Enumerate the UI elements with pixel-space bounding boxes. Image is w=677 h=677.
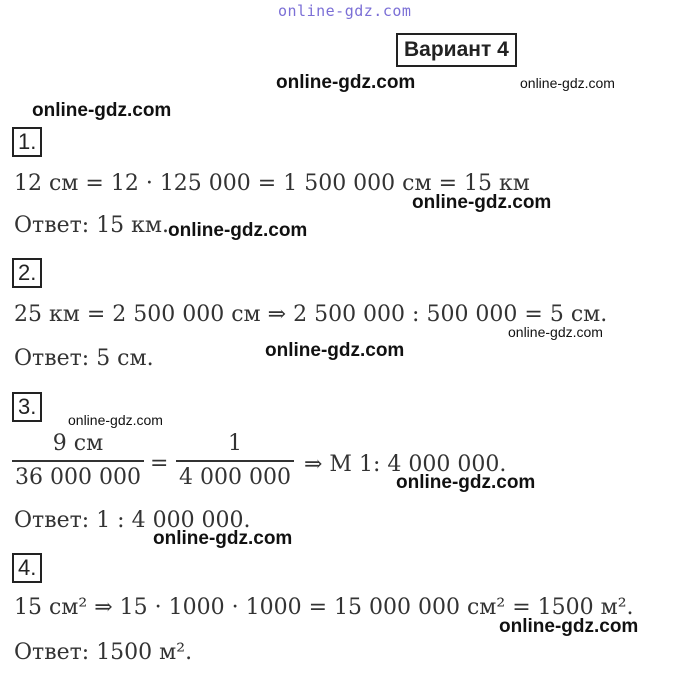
task-3-conclusion: ⇒ M 1: 4 000 000. xyxy=(304,452,507,477)
fraction-right xyxy=(176,430,294,492)
fraction-right-numerator: 1 xyxy=(228,431,242,456)
task-3-answer: Ответ: 1 : 4 000 000. xyxy=(14,508,251,533)
watermark: online-gdz.com xyxy=(499,616,639,637)
watermark: online-gdz.com xyxy=(508,324,603,340)
site-watermark-top: online-gdz.com xyxy=(278,2,412,20)
task-number-2: 2. xyxy=(12,258,42,288)
task-number-1: 1. xyxy=(12,127,42,157)
fraction-left-numerator: 9 см xyxy=(52,431,104,456)
task-4-solution: 15 см² ⇒ 15 · 1000 · 1000 = 15 000 000 см² = 1500 м². xyxy=(14,595,634,620)
fraction-right-denominator: 4 000 000 xyxy=(179,465,291,490)
watermark: online-gdz.com xyxy=(412,192,552,213)
watermark: online-gdz.com xyxy=(68,412,163,428)
task-2-answer: Ответ: 5 см. xyxy=(14,346,154,371)
watermark: online-gdz.com xyxy=(265,340,405,361)
fraction-bar xyxy=(176,460,294,462)
fraction-left-denominator: 36 000 000 xyxy=(15,465,141,490)
task-number-4: 4. xyxy=(12,553,42,583)
variant-title: Вариант 4 xyxy=(396,33,517,67)
watermark: online-gdz.com xyxy=(32,100,172,121)
fraction-bar xyxy=(12,460,144,462)
fraction-left xyxy=(12,430,144,492)
task-number-3: 3. xyxy=(12,392,42,422)
watermark: online-gdz.com xyxy=(396,472,536,493)
watermark: online-gdz.com xyxy=(168,220,308,241)
task-2-solution: 25 км = 2 500 000 см ⇒ 2 500 000 : 500 000 = 5 см. xyxy=(14,302,608,327)
watermark: online-gdz.com xyxy=(520,75,615,91)
watermark: online-gdz.com xyxy=(153,528,293,549)
task-1-solution: 12 см = 12 · 125 000 = 1 500 000 см = 15 км xyxy=(14,171,530,196)
watermark: online-gdz.com xyxy=(276,72,416,93)
task-1-answer: Ответ: 15 км. xyxy=(14,213,170,238)
equals-sign: = xyxy=(150,451,169,476)
task-4-answer: Ответ: 1500 м². xyxy=(14,640,193,665)
